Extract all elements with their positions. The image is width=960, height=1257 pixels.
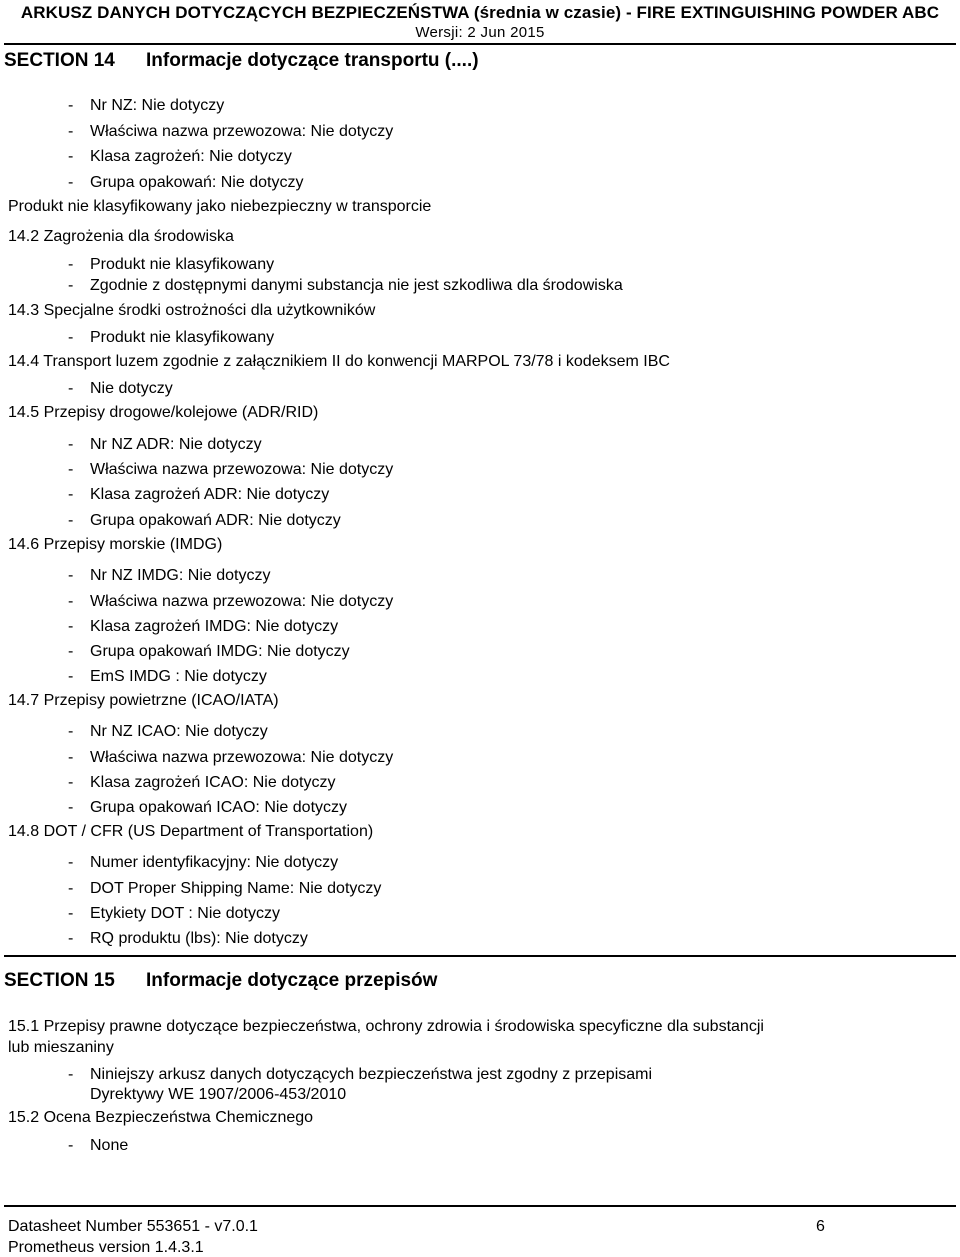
list-item: - Właściwa nazwa przewozowa: Nie dotyczy — [68, 593, 394, 610]
list-item: - Klasa zagrożeń ADR: Nie dotyczy — [68, 486, 330, 503]
prometheus-version: Prometheus version 1.4.3.1 — [8, 1239, 204, 1256]
list-item: - Niniejszy arkusz danych dotyczących bezpieczeństwa jest zgodny z przepisami Dyrektywy WE 1907/2006-453/2010 — [68, 1066, 653, 1103]
list-item: - Nr NZ ADR: Nie dotyczy — [68, 436, 262, 453]
list-item: - Etykiety DOT : Nie dotyczy — [68, 905, 280, 922]
list-item: - Klasa zagrożeń: Nie dotyczy — [68, 148, 292, 165]
subsection-15-1-heading: 15.1 Przepisy prawne dotyczące bezpieczeństwa, ochrony zdrowia i środowiska specyficzne dla substancji lub mieszaniny — [8, 1018, 764, 1056]
subsection-14-7-heading: 14.7 Przepisy powietrzne (ICAO/IATA) — [8, 692, 279, 709]
subsection-14-5-heading: 14.5 Przepisy drogowe/kolejowe (ADR/RID) — [8, 404, 319, 421]
section-15-heading — [4, 970, 437, 992]
list-item: - Produkt nie klasyfikowany — [68, 256, 275, 273]
section-14-title: Informacje dotyczące transportu (....) — [146, 50, 479, 71]
list-item: - Nie dotyczy — [68, 380, 173, 397]
section-15-title: Informacje dotyczące przepisów — [146, 970, 438, 991]
subsection-14-3-heading: 14.3 Specjalne środki ostrożności dla użytkowników — [8, 302, 376, 319]
footer-rule — [4, 1205, 956, 1207]
list-item: - Klasa zagrożeń IMDG: Nie dotyczy — [68, 618, 339, 635]
subsection-14-4-heading: 14.4 Transport luzem zgodnie z załącznikiem II do konwencji MARPOL 73/78 i kodeksem IBC — [8, 353, 670, 370]
document-title: ARKUSZ DANYCH DOTYCZĄCYCH BEZPIECZEŃSTWA (średnia w czasie) - FIRE EXTINGUISHING POWDER ABC — [20, 3, 940, 22]
subsection-14-8-heading: 14.8 DOT / CFR (US Department of Transportation) — [8, 823, 374, 840]
list-item: - Właściwa nazwa przewozowa: Nie dotyczy — [68, 461, 394, 478]
page-number: 6 — [816, 1218, 825, 1235]
list-item: - None — [68, 1137, 129, 1154]
list-item: - RQ produktu (lbs): Nie dotyczy — [68, 930, 308, 947]
section-14-heading — [4, 50, 479, 72]
list-item: - DOT Proper Shipping Name: Nie dotyczy — [68, 880, 382, 897]
subsection-14-6-heading: 14.6 Przepisy morskie (IMDG) — [8, 536, 223, 553]
datasheet-number: Datasheet Number 553651 - v7.0.1 — [8, 1218, 258, 1235]
list-item: - Właściwa nazwa przewozowa: Nie dotyczy — [68, 749, 394, 766]
list-item: - Grupa opakowań: Nie dotyczy — [68, 174, 304, 191]
list-item: - Nr NZ ICAO: Nie dotyczy — [68, 723, 268, 740]
subsection-14-2-heading: 14.2 Zagrożenia dla środowiska — [8, 228, 234, 245]
subsection-15-2-heading: 15.2 Ocena Bezpieczeństwa Chemicznego — [8, 1109, 314, 1126]
list-item: - EmS IMDG : Nie dotyczy — [68, 668, 267, 685]
list-item: - Klasa zagrożeń ICAO: Nie dotyczy — [68, 774, 336, 791]
list-item: - Produkt nie klasyfikowany — [68, 329, 275, 346]
list-item: - Grupa opakowań ICAO: Nie dotyczy — [68, 799, 348, 816]
list-item: - Nr NZ: Nie dotyczy — [68, 97, 225, 114]
list-item: - Grupa opakowań ADR: Nie dotyczy — [68, 512, 341, 529]
list-item: - Grupa opakowań IMDG: Nie dotyczy — [68, 643, 350, 660]
version-date: Wersji: 2 Jun 2015 — [415, 24, 545, 41]
section-rule — [4, 955, 956, 957]
section-14-number: SECTION 14 — [4, 50, 115, 71]
list-item: - Właściwa nazwa przewozowa: Nie dotyczy — [68, 123, 394, 140]
list-item: - Numer identyfikacyjny: Nie dotyczy — [68, 854, 339, 871]
list-item: - Zgodnie z dostępnymi danymi substancja nie jest szkodliwa dla środowiska — [68, 277, 623, 294]
header-rule — [4, 43, 956, 45]
transport-note: Produkt nie klasyfikowany jako niebezpieczny w transporcie — [8, 198, 432, 215]
section-15-number: SECTION 15 — [4, 970, 115, 991]
list-item: - Nr NZ IMDG: Nie dotyczy — [68, 567, 271, 584]
